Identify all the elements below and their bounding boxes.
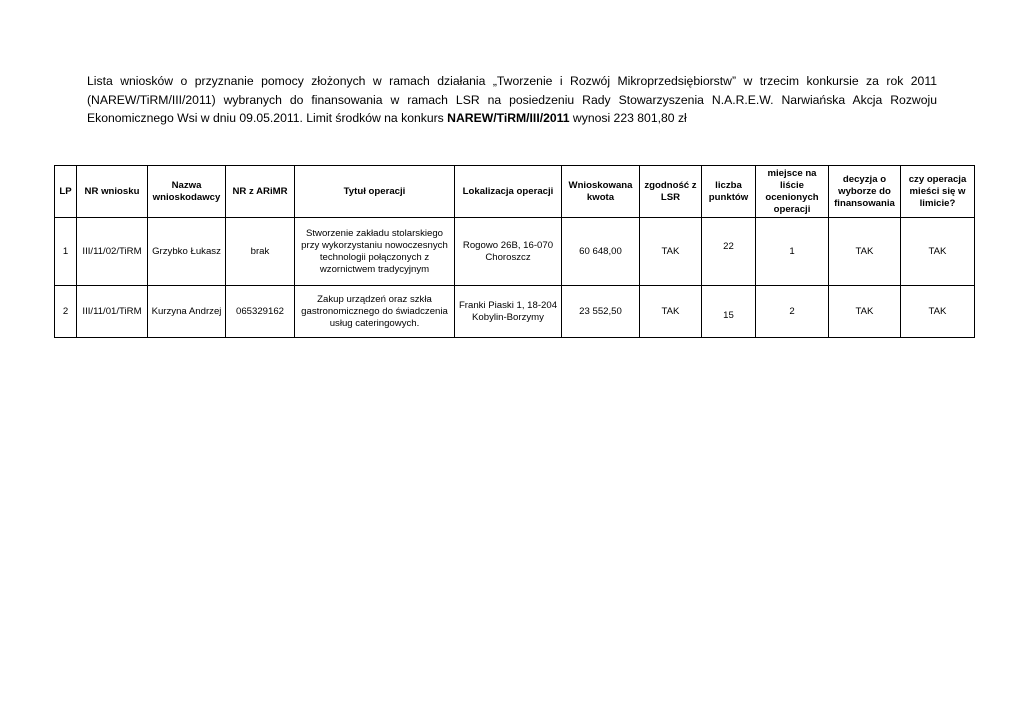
col-punkty: liczba punktów [702, 166, 756, 218]
cell-limit: TAK [901, 286, 975, 338]
cell-tytul: Stworzenie zakładu stolarskiego przy wykorzystaniu nowoczesnych technologii połączonych z wzornictwem tradycyjnym [295, 218, 455, 286]
cell-decyzja: TAK [829, 286, 901, 338]
col-nr-arimr: NR z ARiMR [226, 166, 295, 218]
cell-miejsce: 2 [756, 286, 829, 338]
cell-nr-wniosku: III/11/01/TiRM [77, 286, 148, 338]
cell-nazwa: Kurzyna Andrzej [148, 286, 226, 338]
intro-code: NAREW/TiRM/III/2011 [447, 111, 570, 125]
cell-miejsce: 1 [756, 218, 829, 286]
col-tytul: Tytuł operacji [295, 166, 455, 218]
cell-punkty-value: 15 [723, 309, 734, 321]
col-miejsce: miejsce na liście ocenionych operacji [756, 166, 829, 218]
applications-table [54, 165, 975, 338]
col-zgodnosc: zgodność z LSR [640, 166, 702, 218]
col-nr-wniosku: NR wniosku [77, 166, 148, 218]
cell-nr-arimr: 065329162 [226, 286, 295, 338]
cell-punkty-value: 22 [723, 240, 734, 252]
cell-tytul: Zakup urządzeń oraz szkła gastronomicznego do świadczenia usług cateringowych. [295, 286, 455, 338]
cell-nazwa: Grzybko Łukasz [148, 218, 226, 286]
cell-limit: TAK [901, 218, 975, 286]
cell-zgodnosc: TAK [640, 286, 702, 338]
table-header-row [55, 166, 975, 218]
cell-punkty [702, 218, 756, 286]
cell-lp: 2 [55, 286, 77, 338]
cell-lokalizacja: Franki Piaski 1, 18-204 Kobylin-Borzymy [455, 286, 562, 338]
cell-decyzja: TAK [829, 218, 901, 286]
intro-suffix: wynosi 223 801,80 zł [572, 111, 687, 125]
col-nazwa: Nazwa wnioskodawcy [148, 166, 226, 218]
col-lokalizacja: Lokalizacja operacji [455, 166, 562, 218]
cell-kwota: 60 648,00 [562, 218, 640, 286]
cell-nr-arimr: brak [226, 218, 295, 286]
col-lp: LP [55, 166, 77, 218]
col-kwota: Wnioskowana kwota [562, 166, 640, 218]
intro-text: Lista wniosków o przyznanie pomocy złożonych w ramach działania „Tworzenie i Rozwój Mikroprzedsiębiorstw” w trzecim konkursie za rok 2011 (NAREW/TiRM/III/2011) wybranych do finansowania w ramach LSR na posiedzeniu Rady Stowarzyszenia N.A.R.E.W. Narwiańska Akcja Rozwoju Ekonomicznego Wsi w dniu 09.05.2011. Limit środków na konkurs [87, 74, 937, 125]
col-decyzja: decyzja o wyborze do finansowania [829, 166, 901, 218]
intro-paragraph [87, 72, 937, 128]
table-row [55, 286, 975, 338]
col-limit: czy operacja mieści się w limicie? [901, 166, 975, 218]
cell-punkty [702, 286, 756, 338]
cell-lokalizacja: Rogowo 26B, 16-070 Choroszcz [455, 218, 562, 286]
table-row [55, 218, 975, 286]
cell-zgodnosc: TAK [640, 218, 702, 286]
cell-nr-wniosku: III/11/02/TiRM [77, 218, 148, 286]
cell-kwota: 23 552,50 [562, 286, 640, 338]
cell-lp: 1 [55, 218, 77, 286]
